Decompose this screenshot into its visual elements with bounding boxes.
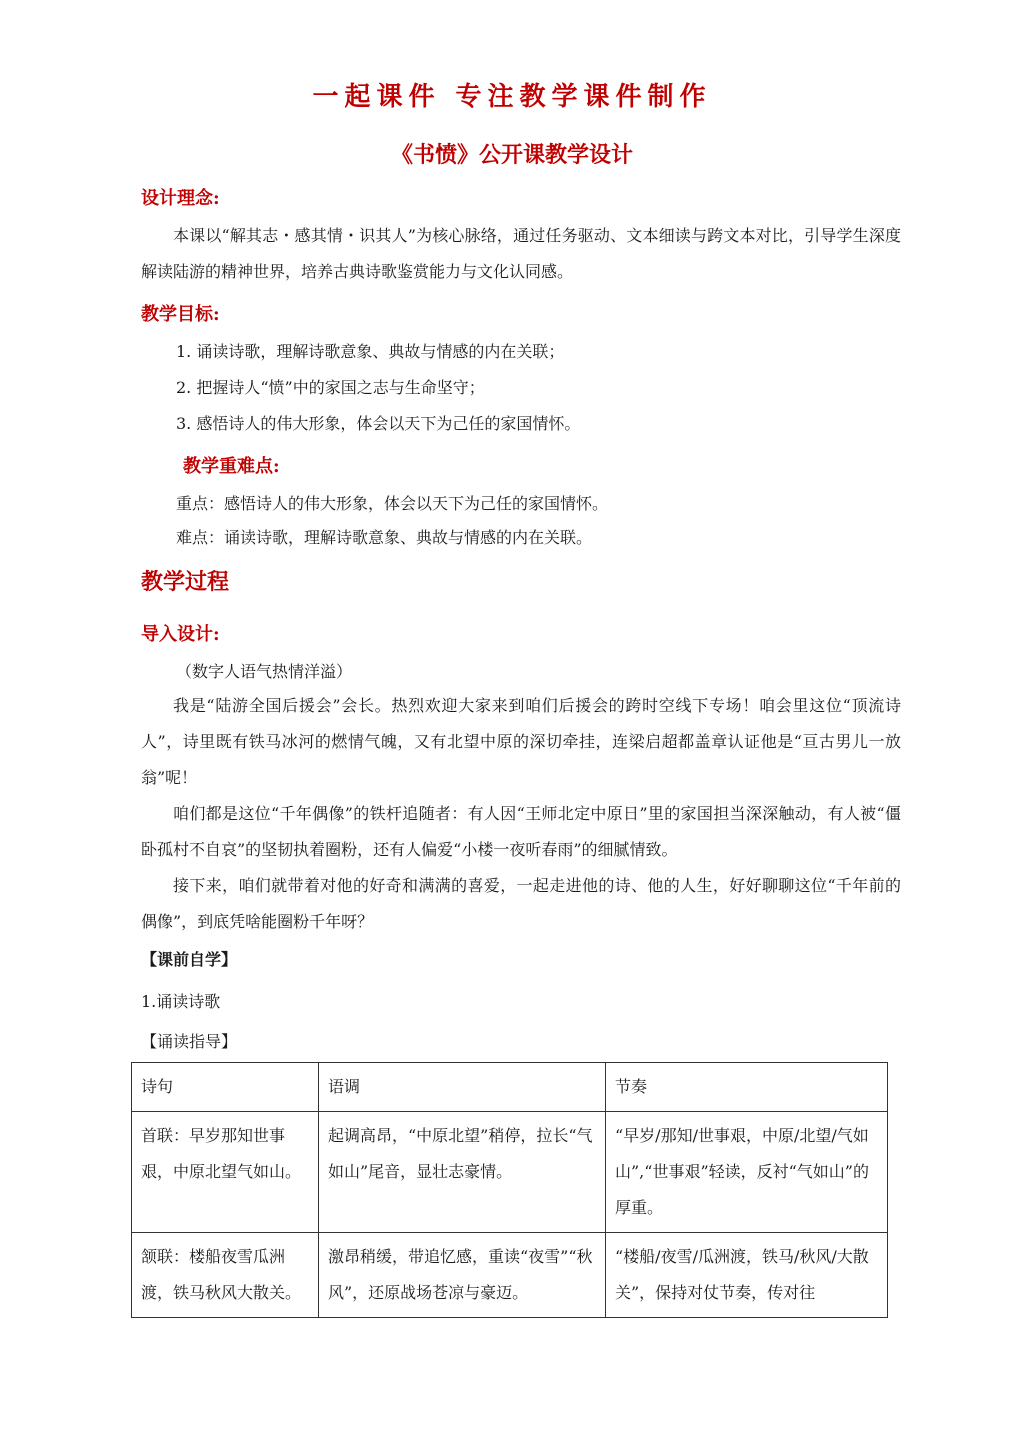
table-cell-tone: 起调高昂，“中原北望”稍停，拉长“气如山”尾音，显壮志豪情。 bbox=[319, 1112, 606, 1233]
banner-header: 一起课件 专注教学课件制作 bbox=[312, 82, 712, 112]
intro-paragraph-2: 咱们都是这位“千年偶像”的铁杆追随者：有人因“王师北定中原日”里的家国担当深深触动，有人被“僵卧孤村不自哀”的坚韧执着圈粉，还有人偏爱“小楼一夜听春雨”的细腻情致。 bbox=[141, 804, 901, 859]
table-row bbox=[132, 1112, 888, 1233]
table-cell-rhythm: “早岁/那知/世事艰，中原/北望/气如山”,“世事艰”轻读，反衬“气如山”的厚重。 bbox=[606, 1112, 888, 1233]
table-header-cell: 语调 bbox=[319, 1063, 606, 1112]
table-row bbox=[132, 1233, 888, 1318]
objectives-heading: 教学目标: bbox=[141, 304, 220, 325]
reading-guide-table bbox=[131, 1062, 888, 1318]
document-title: 《书愤》公开课教学设计 bbox=[390, 142, 633, 168]
table-header-cell: 节奏 bbox=[606, 1063, 888, 1112]
objective-item-2: 2. 把握诗人“愤”中的家国之志与生命坚守； bbox=[176, 378, 485, 397]
objective-item-1: 1. 诵读诗歌，理解诗歌意象、典故与情感的内在关联； bbox=[176, 342, 565, 361]
table-header-row bbox=[132, 1063, 888, 1112]
intro-paragraph-3: 接下来，咱们就带着对他的好奇和满满的喜爱，一起走进他的诗、他的人生，好好聊聊这位“千年前的偶像”，到底凭啥能圈粉千年呀？ bbox=[141, 876, 901, 931]
step-1-label: 1.诵读诗歌 bbox=[141, 992, 221, 1011]
preclass-label: 【课前自学】 bbox=[141, 950, 238, 969]
intro-paragraph-1: 我是“陆游全国后援会”会长。热烈欢迎大家来到咱们后援会的跨时空线下专场！咱会里这位“顶流诗人”，诗里既有铁马冰河的燃情气魄，又有北望中原的深切牵挂，连梁启超都盖章认证他是“亘古男儿一放翁”呢！ bbox=[141, 696, 901, 787]
key-point-difficulty: 难点：诵读诗歌，理解诗歌意象、典故与情感的内在关联。 bbox=[176, 528, 593, 547]
table-header-cell: 诗句 bbox=[132, 1063, 319, 1112]
key-point-focus: 重点：感悟诗人的伟大形象，体会以天下为己任的家国情怀。 bbox=[176, 494, 609, 513]
design-concept-text: 本课以“解其志・感其情・识其人”为核心脉络，通过任务驱动、文本细读与跨文本对比，引导学生深度解读陆游的精神世界，培养古典诗歌鉴赏能力与文化认同感。 bbox=[141, 226, 901, 281]
process-heading: 教学过程 bbox=[141, 569, 230, 595]
objective-item-3: 3. 感悟诗人的伟大形象，体会以天下为己任的家国情怀。 bbox=[176, 414, 581, 433]
stage-note: （数字人语气热情洋溢） bbox=[176, 662, 353, 681]
design-concept-heading: 设计理念: bbox=[141, 188, 220, 209]
table-cell-line: 首联：早岁那知世事艰，中原北望气如山。 bbox=[132, 1112, 319, 1233]
table-cell-tone: 激昂稍缓，带追忆感，重读“夜雪”“秋风”，还原战场苍凉与豪迈。 bbox=[319, 1233, 606, 1318]
key-points-heading: 教学重难点: bbox=[183, 456, 280, 477]
guide-label: 【诵读指导】 bbox=[141, 1032, 238, 1051]
intro-heading: 导入设计: bbox=[141, 624, 220, 645]
table-cell-rhythm: “楼船/夜雪/瓜洲渡，铁马/秋风/大散关”，保持对仗节奏，传对往 bbox=[606, 1233, 888, 1318]
table-cell-line: 颔联：楼船夜雪瓜洲渡，铁马秋风大散关。 bbox=[132, 1233, 319, 1318]
